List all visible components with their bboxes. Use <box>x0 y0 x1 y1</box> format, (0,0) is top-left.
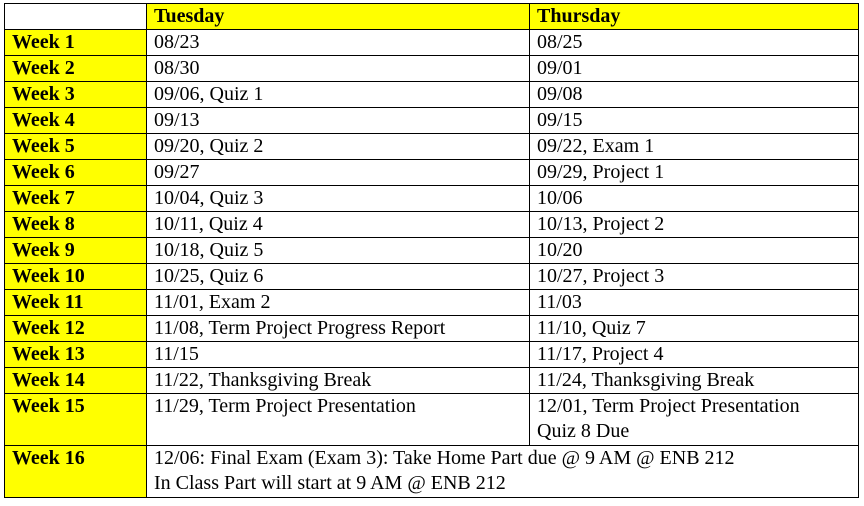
week-label: Week 1 <box>5 30 147 56</box>
thursday-cell: 09/29, Project 1 <box>530 160 859 186</box>
table-row <box>5 56 859 82</box>
thursday-cell: 09/08 <box>530 82 859 108</box>
table-row <box>5 290 859 316</box>
thursday-cell-line: 12/01, Term Project Presentation <box>537 395 800 417</box>
table-row <box>5 446 859 498</box>
thursday-cell: 11/03 <box>530 290 859 316</box>
tuesday-cell: 08/23 <box>147 30 530 56</box>
week-label: Week 2 <box>5 56 147 82</box>
schedule-body <box>5 30 859 498</box>
tuesday-cell: 10/18, Quiz 5 <box>147 238 530 264</box>
table-row <box>5 316 859 342</box>
tuesday-cell: 09/13 <box>147 108 530 134</box>
header-row <box>5 4 859 30</box>
table-row <box>5 238 859 264</box>
table-row <box>5 82 859 108</box>
thursday-cell: 10/27, Project 3 <box>530 264 859 290</box>
final-exam-line: In Class Part will start at 9 AM @ ENB 212 <box>154 472 506 494</box>
thursday-cell: 09/15 <box>530 108 859 134</box>
thursday-cell: 11/17, Project 4 <box>530 342 859 368</box>
week-label: Week 7 <box>5 186 147 212</box>
tuesday-cell: 10/04, Quiz 3 <box>147 186 530 212</box>
thursday-cell <box>530 394 859 446</box>
thursday-cell: 10/06 <box>530 186 859 212</box>
tuesday-cell: 10/25, Quiz 6 <box>147 264 530 290</box>
thursday-cell: 10/13, Project 2 <box>530 212 859 238</box>
thursday-cell: 11/10, Quiz 7 <box>530 316 859 342</box>
thursday-cell: 09/22, Exam 1 <box>530 134 859 160</box>
week-label: Week 14 <box>5 368 147 394</box>
table-row <box>5 394 859 446</box>
table-row <box>5 108 859 134</box>
week-label: Week 10 <box>5 264 147 290</box>
thursday-cell: 11/24, Thanksgiving Break <box>530 368 859 394</box>
week-label: Week 5 <box>5 134 147 160</box>
corner-cell <box>5 4 147 30</box>
course-schedule-table <box>4 3 859 498</box>
tuesday-cell: 11/01, Exam 2 <box>147 290 530 316</box>
table-row <box>5 212 859 238</box>
week-label: Week 9 <box>5 238 147 264</box>
table-row <box>5 134 859 160</box>
week-label: Week 13 <box>5 342 147 368</box>
tuesday-cell: 11/08, Term Project Progress Report <box>147 316 530 342</box>
week-label: Week 15 <box>5 394 147 446</box>
tuesday-cell: 08/30 <box>147 56 530 82</box>
table-row <box>5 30 859 56</box>
tuesday-header: Tuesday <box>147 4 530 30</box>
table-row <box>5 342 859 368</box>
tuesday-cell: 11/15 <box>147 342 530 368</box>
week-label: Week 4 <box>5 108 147 134</box>
tuesday-cell: 09/27 <box>147 160 530 186</box>
final-exam-line: 12/06: Final Exam (Exam 3): Take Home Part due @ 9 AM @ ENB 212 <box>154 447 735 469</box>
tuesday-cell: 11/29, Term Project Presentation <box>147 394 530 446</box>
thursday-cell: 10/20 <box>530 238 859 264</box>
table-row <box>5 368 859 394</box>
tuesday-cell: 11/22, Thanksgiving Break <box>147 368 530 394</box>
tuesday-cell: 09/20, Quiz 2 <box>147 134 530 160</box>
final-exam-cell <box>147 446 859 498</box>
week-label: Week 12 <box>5 316 147 342</box>
week-label: Week 8 <box>5 212 147 238</box>
week-label: Week 3 <box>5 82 147 108</box>
table-row <box>5 264 859 290</box>
week-label: Week 6 <box>5 160 147 186</box>
thursday-header: Thursday <box>530 4 859 30</box>
table-row <box>5 186 859 212</box>
thursday-cell-line: Quiz 8 Due <box>537 420 630 442</box>
tuesday-cell: 09/06, Quiz 1 <box>147 82 530 108</box>
tuesday-cell: 10/11, Quiz 4 <box>147 212 530 238</box>
week-label: Week 16 <box>5 446 147 498</box>
thursday-cell: 09/01 <box>530 56 859 82</box>
thursday-cell: 08/25 <box>530 30 859 56</box>
week-label: Week 11 <box>5 290 147 316</box>
table-row <box>5 160 859 186</box>
